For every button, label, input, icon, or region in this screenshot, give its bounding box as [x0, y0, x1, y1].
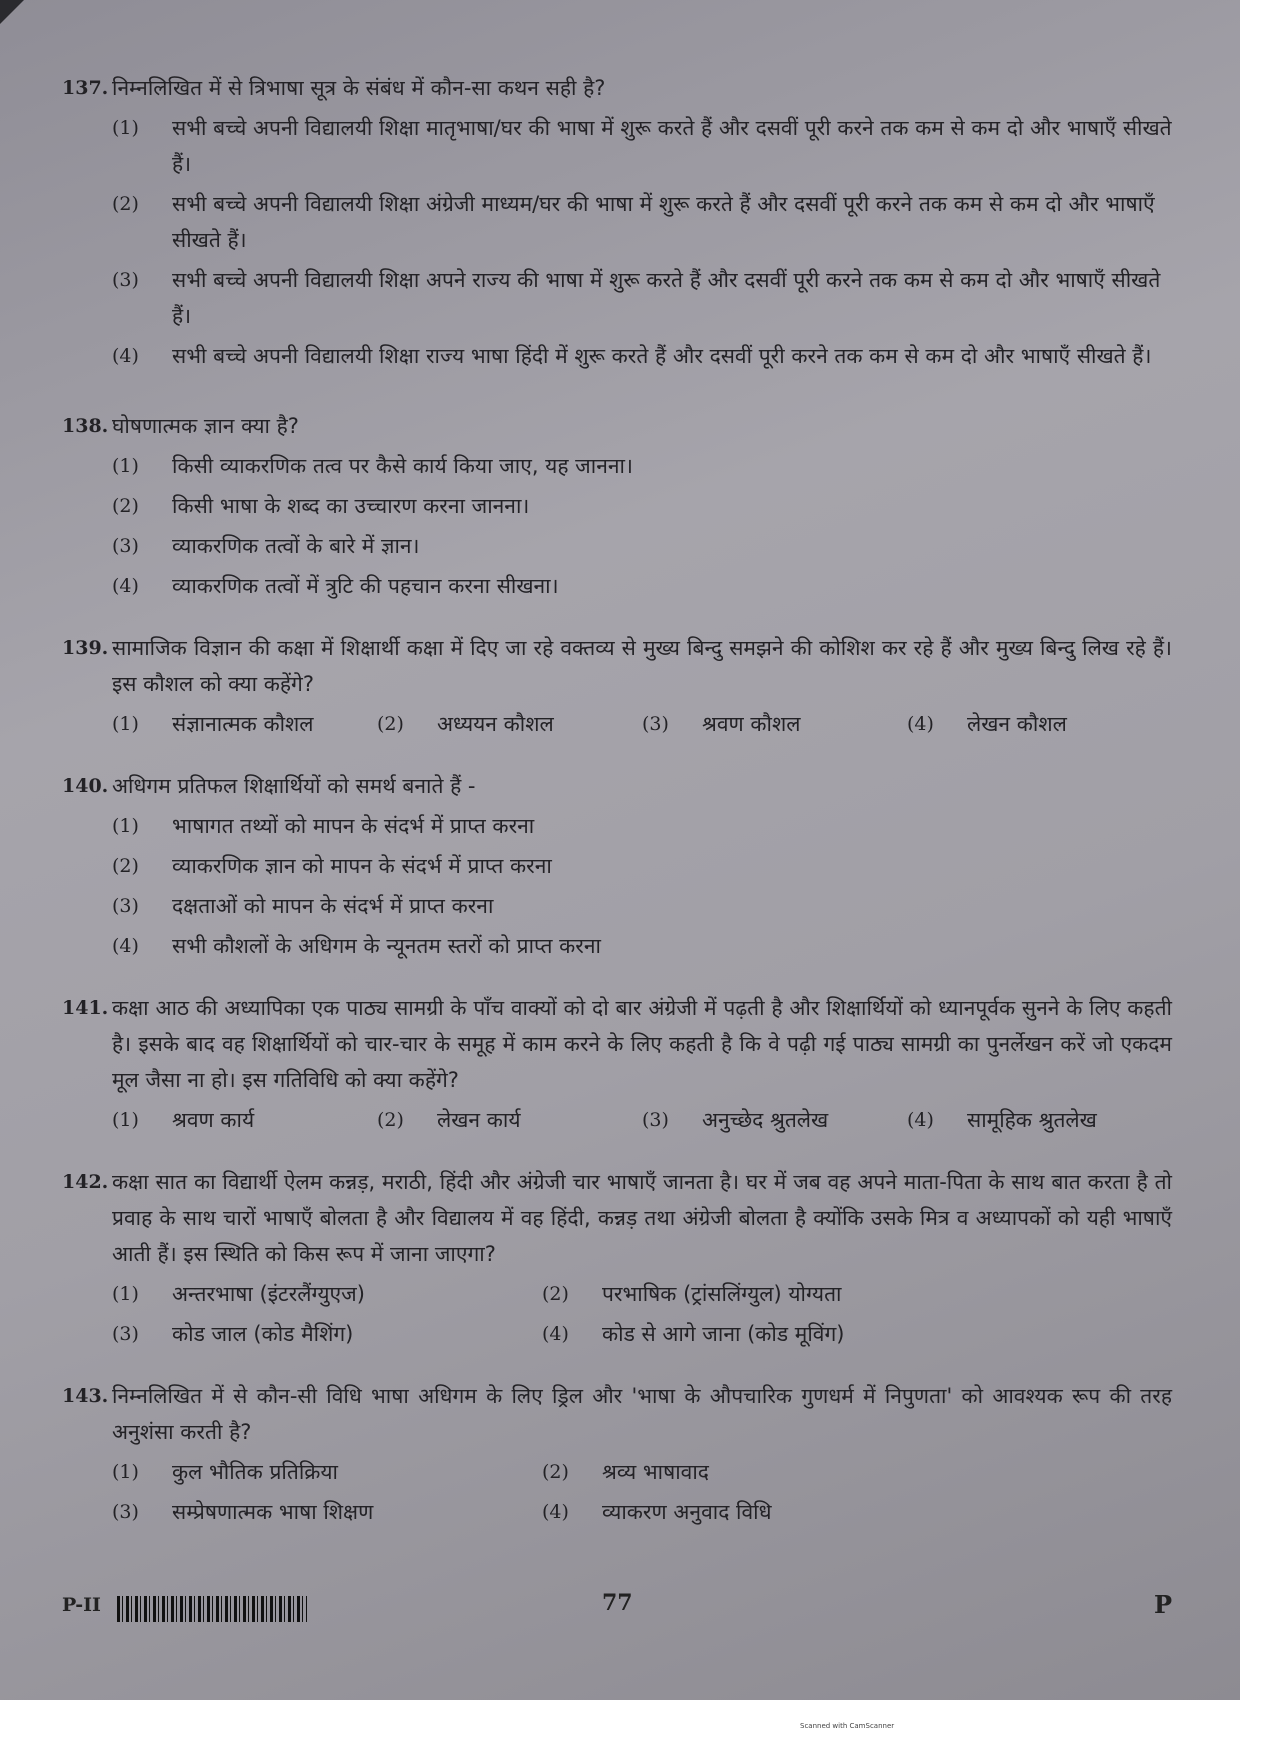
option-text: कुल भौतिक प्रतिक्रिया [172, 1460, 338, 1484]
option-number: (3) [112, 535, 139, 557]
page-number: 77 [602, 1590, 633, 1616]
question-number: 137. [62, 77, 109, 99]
question-stem: घोषणात्मक ज्ञान क्या है? [112, 414, 299, 438]
option-3 [112, 528, 1172, 564]
option-text: परभाषिक (ट्रांसलिंग्युल) योग्यता [602, 1282, 842, 1306]
scanner-caption: Scanned with CamScanner [800, 1722, 895, 1730]
question-stem: कक्षा सात का विद्यार्थी ऐलम कन्नड़, मराठी, हिंदी और अंग्रेजी चार भाषाएँ जानता है। घर में जब वह अपने माता-पिता के साथ बात करता है तो प्रवाह के साथ चारों भाषाएँ बोलता है और विद्यालय में वह हिंदी, कन्नड़ तथा अंग्रेजी बोलता है क्योंकि उसके मित्र व अध्यापकों को यही भाषाएँ आती हैं। इस स्थिति को किस रूप में जाना जाएगा? [112, 1170, 1172, 1266]
option-number: (2) [542, 1283, 569, 1305]
option-2 [112, 848, 1172, 884]
option-text: अनुच्छेद श्रुतलेख [702, 1108, 829, 1132]
option-text: अन्तरभाषा (इंटरलैंग्युएज) [172, 1282, 365, 1306]
option-text: सभी बच्चे अपनी विद्यालयी शिक्षा अपने राज्य की भाषा में शुरू करते हैं और दसवीं पूरी करने तक कम से कम दो और भाषाएँ सीखते हैं। [172, 268, 1161, 328]
option-1 [112, 706, 377, 742]
option-3 [112, 1494, 542, 1530]
option-text: किसी भाषा के शब्द का उच्चारण करना जानना। [172, 494, 530, 518]
question-stem: सामाजिक विज्ञान की कक्षा में शिक्षार्थी कक्षा में दिए जा रहे वक्तव्य से मुख्य बिन्दु समझने की कोशिश कर रहे हैं और मुख्य बिन्दु लिख रहे हैं। इस कौशल को क्या कहेंगे? [112, 636, 1173, 696]
option-3 [112, 888, 1172, 924]
options-grid [112, 1450, 1172, 1530]
option-text: व्याकरणिक ज्ञान को मापन के संदर्भ में प्राप्त करना [172, 854, 552, 878]
option-1 [112, 1276, 542, 1312]
option-3 [112, 262, 1172, 334]
option-text: सभी बच्चे अपनी विद्यालयी शिक्षा राज्य भाषा हिंदी में शुरू करते हैं और दसवीं पूरी करने तक कम से कम दो और भाषाएँ सीखते हैं। [172, 344, 1152, 368]
option-2 [542, 1454, 1172, 1490]
booklet-code: P-II [62, 1594, 101, 1616]
option-text: व्याकरणिक तत्वों में त्रुटि की पहचान करना सीखना। [172, 574, 559, 598]
option-4 [542, 1316, 1172, 1352]
option-number: (1) [112, 1109, 139, 1131]
question-137 [62, 70, 1172, 374]
page-footer [62, 1590, 1172, 1630]
option-number: (1) [112, 713, 139, 735]
question-list [62, 70, 1172, 1556]
option-1 [112, 1454, 542, 1490]
option-4 [542, 1494, 1172, 1530]
question-number: 141. [62, 997, 109, 1019]
option-1 [112, 1102, 377, 1138]
option-number: (3) [112, 1501, 139, 1523]
option-number: (2) [542, 1461, 569, 1483]
series-letter: P [1153, 1590, 1172, 1619]
option-2 [377, 706, 642, 742]
question-142 [62, 1164, 1172, 1352]
option-number: (3) [112, 895, 139, 917]
option-number: (4) [542, 1501, 569, 1523]
option-text: लेखन कार्य [437, 1108, 521, 1132]
option-text: सामूहिक श्रुतलेख [967, 1108, 1097, 1132]
option-number: (4) [542, 1323, 569, 1345]
option-3 [642, 706, 907, 742]
option-number: (4) [907, 713, 934, 735]
question-stem: निम्नलिखित में से त्रिभाषा सूत्र के संबंध में कौन-सा कथन सही है? [112, 76, 606, 100]
option-number: (2) [112, 855, 139, 877]
page-corner-shadow [0, 0, 24, 24]
option-text: संज्ञानात्मक कौशल [172, 712, 314, 736]
option-4 [907, 1102, 1172, 1138]
option-number: (3) [112, 1323, 139, 1345]
question-stem: अधिगम प्रतिफल शिक्षार्थियों को समर्थ बनाते हैं - [112, 774, 476, 798]
question-stem: निम्नलिखित में से कौन-सी विधि भाषा अधिगम के लिए ड्रिल और 'भाषा के औपचारिक गुणधर्म में निपुणता' को आवश्यक रूप की तरह अनुशंसा करती है? [112, 1384, 1172, 1444]
option-text: दक्षताओं को मापन के संदर्भ में प्राप्त करना [172, 894, 494, 918]
option-2 [377, 1102, 642, 1138]
option-number: (1) [112, 117, 139, 139]
question-number: 140. [62, 775, 109, 797]
option-number: (1) [112, 815, 139, 837]
option-number: (4) [112, 575, 139, 597]
question-141 [62, 990, 1172, 1138]
option-1 [112, 448, 1172, 484]
question-number: 139. [62, 637, 109, 659]
question-138 [62, 408, 1172, 604]
option-3 [642, 1102, 907, 1138]
option-3 [112, 1316, 542, 1352]
option-number: (4) [907, 1109, 934, 1131]
option-text: लेखन कौशल [967, 712, 1067, 736]
option-text: व्याकरण अनुवाद विधि [602, 1500, 772, 1524]
option-text: कोड जाल (कोड मैशिंग) [172, 1322, 354, 1346]
option-number: (4) [112, 345, 139, 367]
question-139 [62, 630, 1172, 742]
option-text: अध्ययन कौशल [437, 712, 554, 736]
option-number: (2) [377, 1109, 404, 1131]
option-2 [112, 488, 1172, 524]
option-text: सभी कौशलों के अधिगम के न्यूनतम स्तरों को प्राप्त करना [172, 934, 601, 958]
option-number: (2) [112, 193, 139, 215]
option-number: (2) [377, 713, 404, 735]
option-1 [112, 808, 1172, 844]
option-text: व्याकरणिक तत्वों के बारे में ज्ञान। [172, 534, 420, 558]
question-stem: कक्षा आठ की अध्यापिका एक पाठ्य सामग्री के पाँच वाक्यों को दो बार अंग्रेजी में पढ़ती है और शिक्षार्थियों को ध्यानपूर्वक सुनने के लिए कहती है। इसके बाद वह शिक्षार्थियों को चार-चार के समूह में काम करने के लिए कहती है कि वे पढ़ी गई पाठ्य सामग्री का पुनर्लेखन करें जो एकदम मूल जैसा ना हो। इस गतिविधि को क्या कहेंगे? [112, 996, 1172, 1092]
question-number: 138. [62, 415, 109, 437]
option-number: (2) [112, 495, 139, 517]
options-row [112, 1098, 1172, 1138]
option-text: श्रवण कौशल [702, 712, 801, 736]
option-4 [112, 568, 1172, 604]
option-1 [112, 110, 1172, 182]
option-text: सभी बच्चे अपनी विद्यालयी शिक्षा मातृभाषा/घर की भाषा में शुरू करते हैं और दसवीं पूरी करने तक कम से कम दो और भाषाएँ सीखते हैं। [172, 116, 1172, 176]
option-text: भाषागत तथ्यों को मापन के संदर्भ में प्राप्त करना [172, 814, 535, 838]
option-number: (3) [642, 1109, 669, 1131]
option-number: (1) [112, 1461, 139, 1483]
option-2 [112, 186, 1172, 258]
option-number: (1) [112, 455, 139, 477]
option-number: (1) [112, 1283, 139, 1305]
barcode [117, 1596, 307, 1622]
option-4 [112, 338, 1172, 374]
option-text: सभी बच्चे अपनी विद्यालयी शिक्षा अंग्रेजी माध्यम/घर की भाषा में शुरू करते हैं और दसवीं पूरी करने तक कम से कम दो और भाषाएँ सीखते हैं। [172, 192, 1155, 252]
options-grid [112, 1272, 1172, 1352]
option-number: (4) [112, 935, 139, 957]
option-4 [907, 706, 1172, 742]
option-text: कोड से आगे जाना (कोड मूविंग) [602, 1322, 845, 1346]
question-number: 143. [62, 1385, 109, 1407]
option-number: (3) [112, 269, 139, 291]
option-4 [112, 928, 1172, 964]
option-text: किसी व्याकरणिक तत्व पर कैसे कार्य किया जाए, यह जानना। [172, 454, 633, 478]
options-row [112, 702, 1172, 742]
option-text: श्रवण कार्य [172, 1108, 255, 1132]
option-2 [542, 1276, 1172, 1312]
option-text: सम्प्रेषणात्मक भाषा शिक्षण [172, 1500, 374, 1524]
question-143 [62, 1378, 1172, 1530]
question-number: 142. [62, 1171, 109, 1193]
option-text: श्रव्य भाषावाद [602, 1460, 709, 1484]
option-number: (3) [642, 713, 669, 735]
question-140 [62, 768, 1172, 964]
